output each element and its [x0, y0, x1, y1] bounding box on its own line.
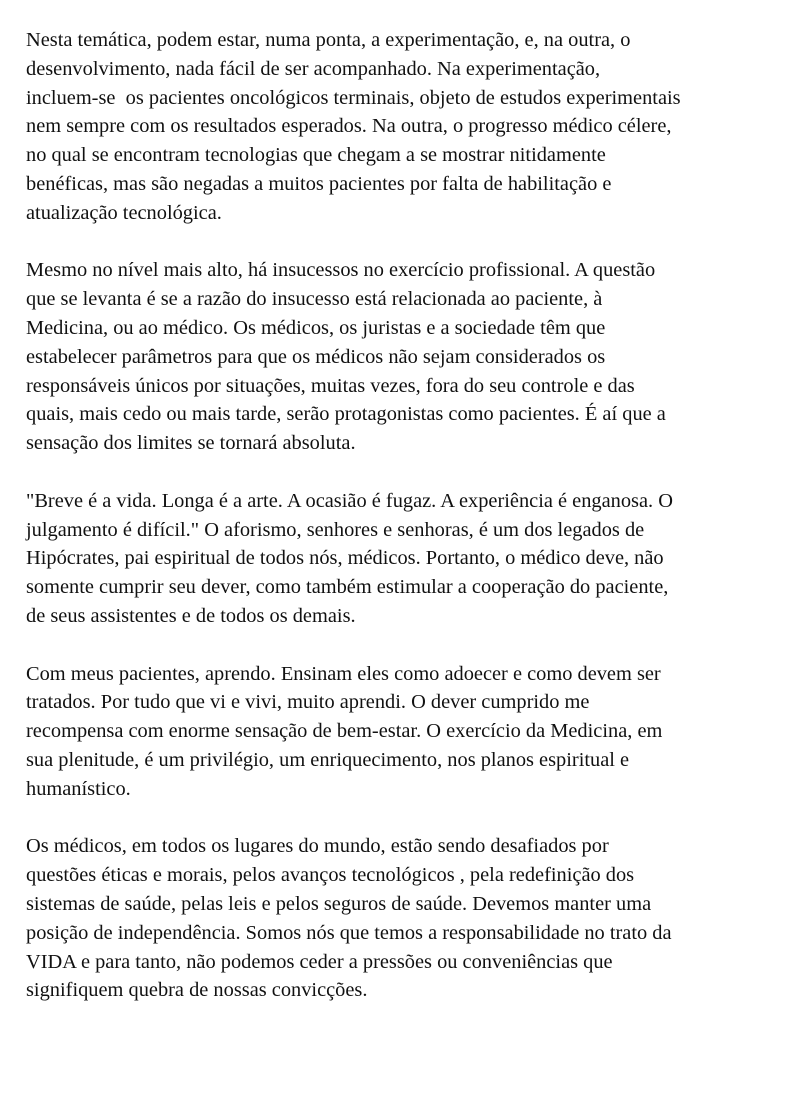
text-line: quais, mais cedo ou mais tarde, serão protagonistas como pacientes. É aí que a	[26, 403, 666, 426]
text-line: benéficas, mas são negadas a muitos pacientes por falta de habilitação e	[26, 172, 612, 195]
text-line: humanístico.	[26, 777, 131, 800]
text-line: estabelecer parâmetros para que os médicos não sejam considerados os	[26, 345, 606, 368]
text-line: signifiquem quebra de nossas convicções.	[26, 979, 368, 1002]
paragraph-2	[26, 256, 800, 458]
text-line: que se levanta é se a razão do insucesso está relacionada ao paciente, à	[26, 288, 603, 311]
text-line: posição de independência. Somos nós que temos a responsabilidade no trato da	[26, 921, 672, 944]
text-line: Hipócrates, pai espiritual de todos nós, médicos. Portanto, o médico deve, não	[26, 547, 664, 570]
paragraph-3	[26, 487, 800, 631]
paragraph-1	[26, 26, 800, 228]
text-line: julgamento é difícil." O aforismo, senhores e senhoras, é um dos legados de	[26, 518, 645, 541]
paragraph-4	[26, 660, 800, 804]
text-line: sua plenitude, é um privilégio, um enriquecimento, nos planos espiritual e	[26, 748, 630, 771]
document-body	[26, 26, 800, 1034]
text-line: Com meus pacientes, aprendo. Ensinam eles como adoecer e como devem ser	[26, 662, 661, 685]
paragraph-5	[26, 832, 800, 1005]
text-line: Nesta temática, podem estar, numa ponta, a experimentação, e, na outra, o	[26, 29, 631, 51]
text-line: Medicina, ou ao médico. Os médicos, os juristas e a sociedade têm que	[26, 316, 606, 339]
text-line: Mesmo no nível mais alto, há insucessos no exercício profissional. A questão	[26, 259, 656, 282]
text-line: "Breve é a vida. Longa é a arte. A ocasião é fugaz. A experiência é enganosa. O	[26, 489, 673, 512]
text-line: no qual se encontram tecnologias que chegam a se mostrar nitidamente	[26, 144, 606, 167]
text-line: tratados. Por tudo que vi e vivi, muito aprendi. O dever cumprido me	[26, 691, 590, 714]
text-line: somente cumprir seu dever, como também estimular a cooperação do paciente,	[26, 576, 669, 599]
text-line: recompensa com enorme sensação de bem-estar. O exercício da Medicina, em	[26, 720, 663, 743]
text-line: sensação dos limites se tornará absoluta.	[26, 432, 356, 455]
text-line: atualização tecnológica.	[26, 201, 222, 224]
text-line: nem sempre com os resultados esperados. Na outra, o progresso médico célere,	[26, 115, 672, 138]
text-line: de seus assistentes e de todos os demais.	[26, 604, 356, 627]
text-line: responsáveis únicos por situações, muitas vezes, fora do seu controle e das	[26, 374, 635, 397]
text-line: VIDA e para tanto, não podemos ceder a pressões ou conveniências que	[26, 950, 613, 973]
text-line: incluem-se os pacientes oncológicos terminais, objeto de estudos experimentais	[26, 86, 681, 109]
text-line: Os médicos, em todos os lugares do mundo, estão sendo desafiados por	[26, 835, 609, 858]
text-line: desenvolvimento, nada fácil de ser acompanhado. Na experimentação,	[26, 57, 601, 80]
text-line: questões éticas e morais, pelos avanços tecnológicos , pela redefinição dos	[26, 864, 635, 887]
text-line: sistemas de saúde, pelas leis e pelos seguros de saúde. Devemos manter uma	[26, 892, 652, 915]
